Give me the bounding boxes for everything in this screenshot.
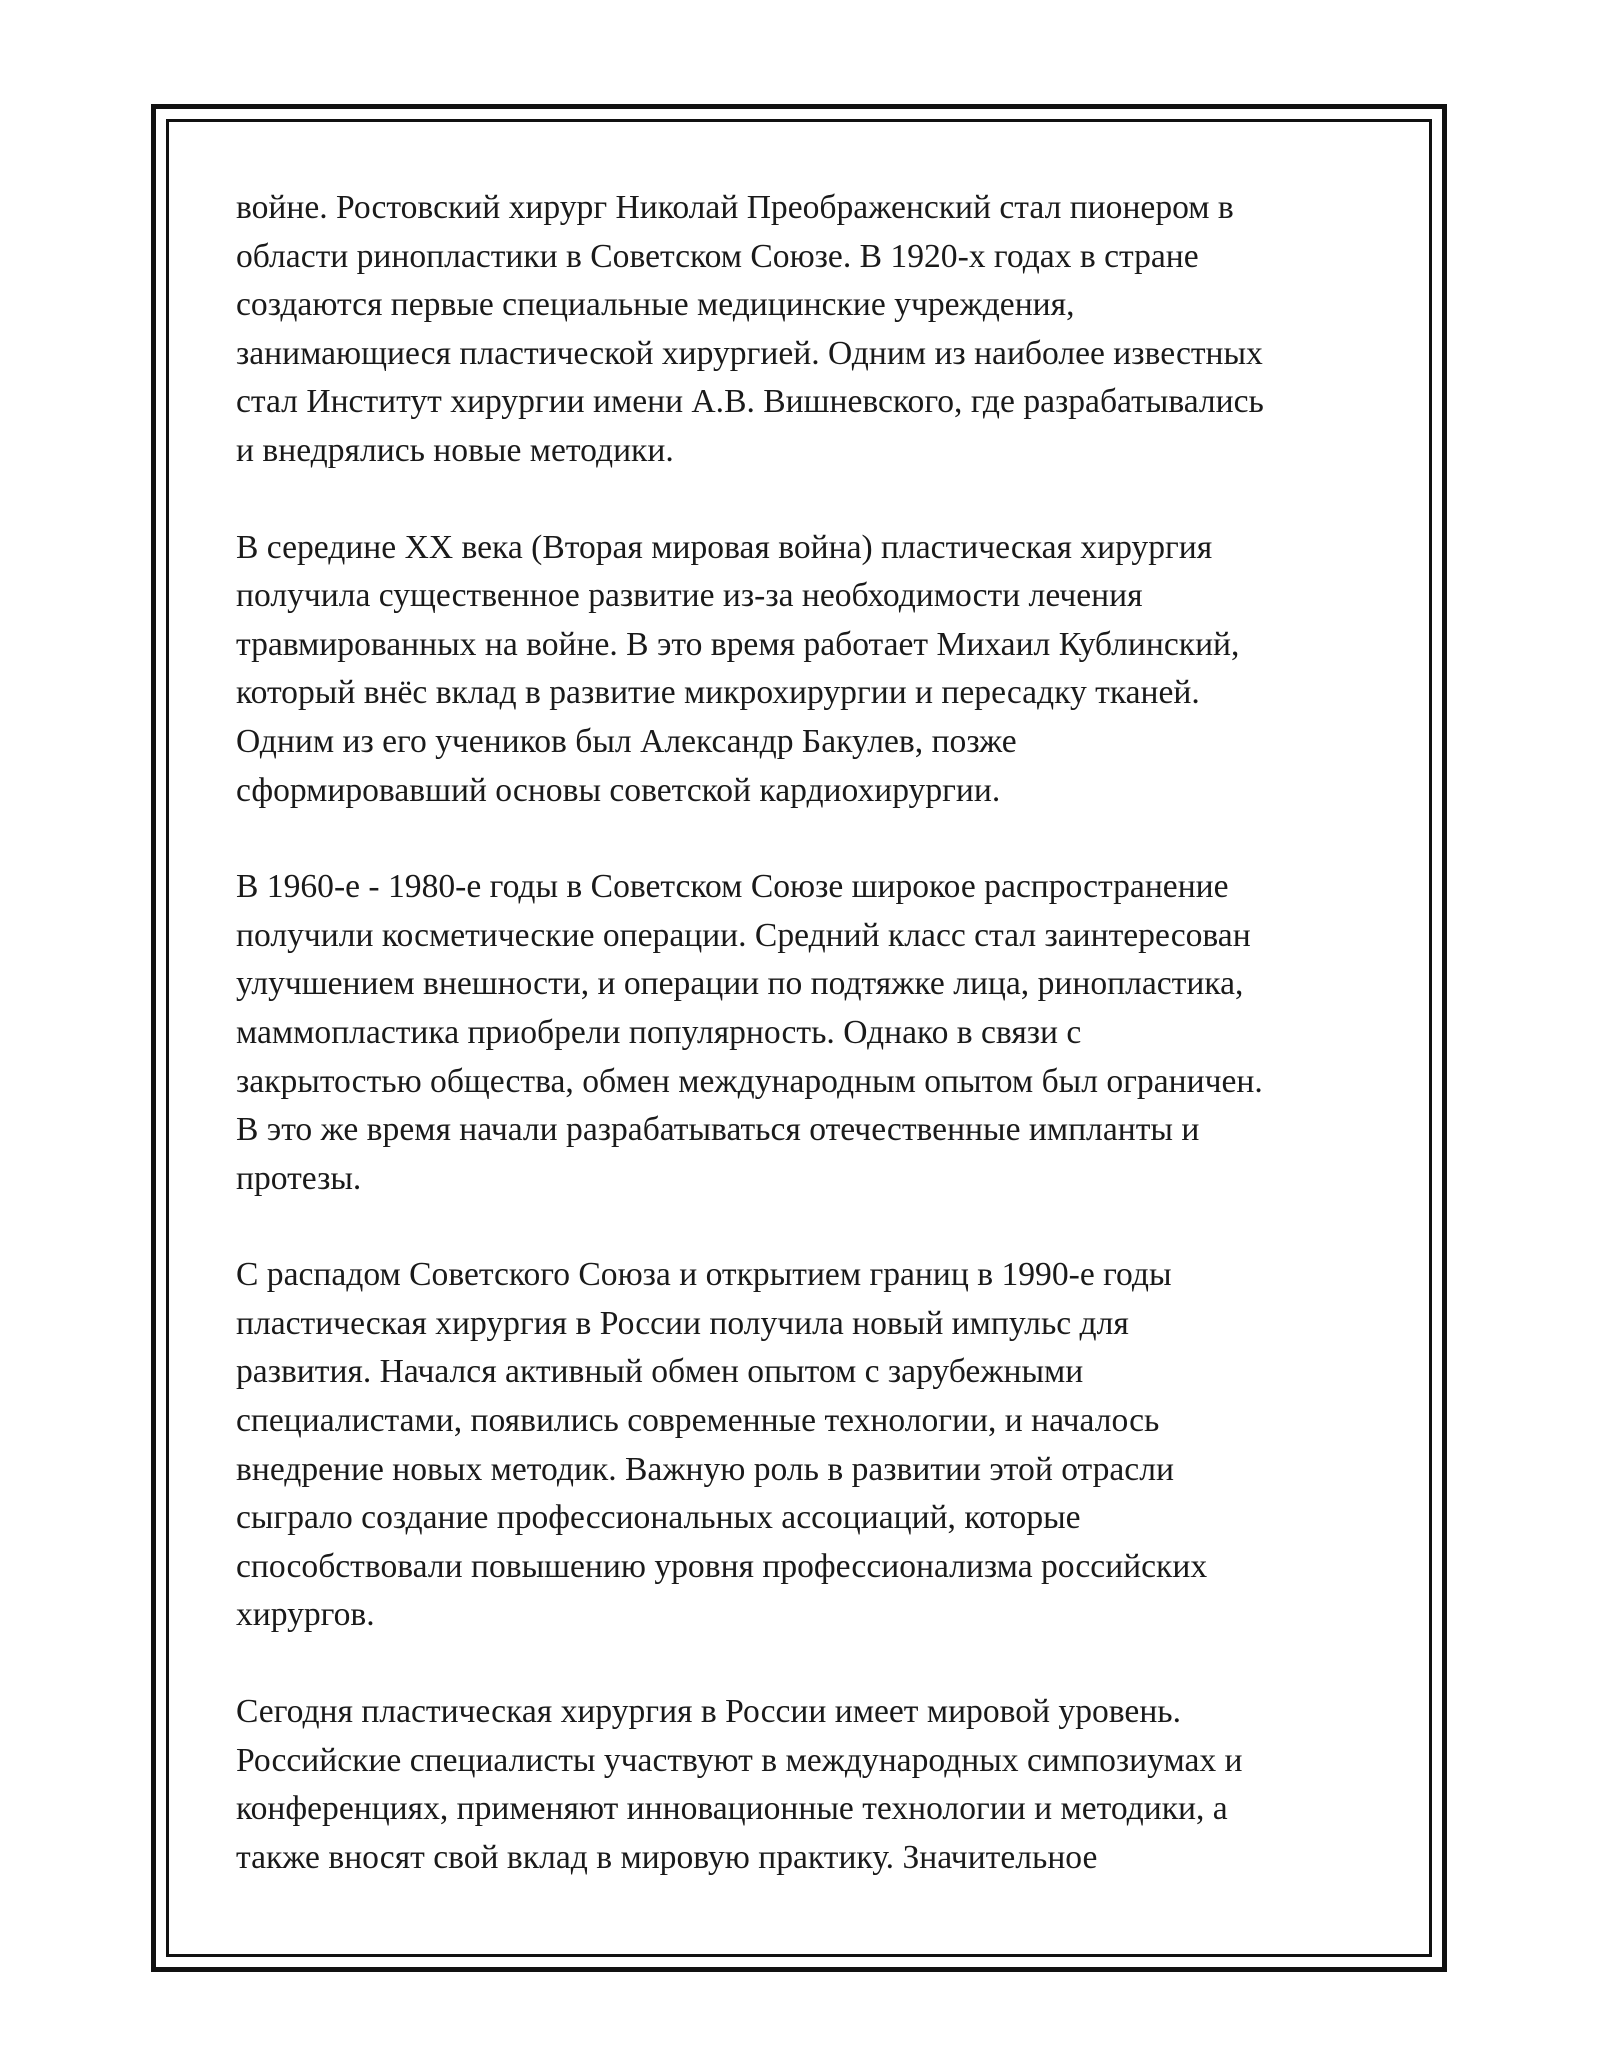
text-line: специалистами, появились современные технологии, и началось	[236, 1402, 1160, 1440]
text-line: травмированных на войне. В это время работает Михаил Кублинский,	[236, 625, 1240, 663]
text-line: улучшением внешности, и операции по подтяжке лица, ринопластика,	[236, 965, 1244, 1003]
paragraph-5	[236, 1688, 1396, 1882]
text-line: Сегодня пластическая хирургия в России имеет мировой уровень.	[236, 1693, 1182, 1731]
text-line: занимающиеся пластической хирургией. Одним из наиболее известных	[236, 334, 1263, 372]
text-line: развития. Начался активный обмен опытом с зарубежными	[236, 1353, 1084, 1391]
text-line: В середине XX века (Вторая мировая война) пластическая хирургия	[236, 528, 1213, 566]
text-line: способствовали повышению уровня профессионализма российских	[236, 1547, 1208, 1585]
text-line: внедрение новых методик. Важную роль в развитии этой отрасли	[236, 1450, 1174, 1488]
text-line: создаются первые специальные медицинские учреждения,	[236, 286, 1075, 324]
text-line: С распадом Советского Союза и открытием границ в 1990-е годы	[236, 1256, 1172, 1294]
text-line: войне. Ростовский хирург Николай Преображенский стал пионером в	[236, 189, 1234, 226]
text-line: Одним из его учеников был Александр Бакулев, позже	[236, 722, 1017, 760]
text-line: хирургов.	[236, 1596, 375, 1634]
text-line: протезы.	[236, 1159, 362, 1197]
text-line: сыграло создание профессиональных ассоциаций, которые	[236, 1499, 1081, 1537]
paragraph-3	[236, 863, 1396, 1203]
text-line: Российские специалисты участвуют в международных симпозиумах и	[236, 1741, 1243, 1779]
text-line: закрытостью общества, обмен международным опытом был ограничен.	[236, 1062, 1263, 1100]
text-line: В это же время начали разрабатываться отечественные импланты и	[236, 1111, 1200, 1149]
text-line: В 1960-е - 1980-е годы в Советском Союзе широкое распространение	[236, 868, 1229, 906]
text-line: и внедрялись новые методики.	[236, 431, 674, 469]
document-body	[236, 184, 1396, 1930]
text-line: конференциях, применяют инновационные технологии и методики, а	[236, 1790, 1228, 1828]
text-line: получила существенное развитие из-за необходимости лечения	[236, 577, 1143, 615]
text-line: сформировавший основы советской кардиохирургии.	[236, 771, 1001, 809]
text-line: который внёс вклад в развитие микрохирургии и пересадку тканей.	[236, 674, 1200, 712]
paragraph-2	[236, 524, 1396, 816]
paragraph-4	[236, 1251, 1396, 1640]
text-line: области ринопластики в Советском Союзе. В 1920-х годах в стране	[236, 237, 1199, 275]
text-line: также вносят свой вклад в мировую практику. Значительное	[236, 1838, 1098, 1876]
text-line: маммопластика приобрели популярность. Однако в связи с	[236, 1013, 1082, 1051]
text-line: получили косметические операции. Средний класс стал заинтересован	[236, 916, 1251, 954]
text-line: пластическая хирургия в России получила новый импульс для	[236, 1304, 1129, 1342]
text-line: стал Институт хирургии имени А.В. Вишневского, где разрабатывались	[236, 383, 1264, 421]
paragraph-1	[236, 184, 1396, 476]
